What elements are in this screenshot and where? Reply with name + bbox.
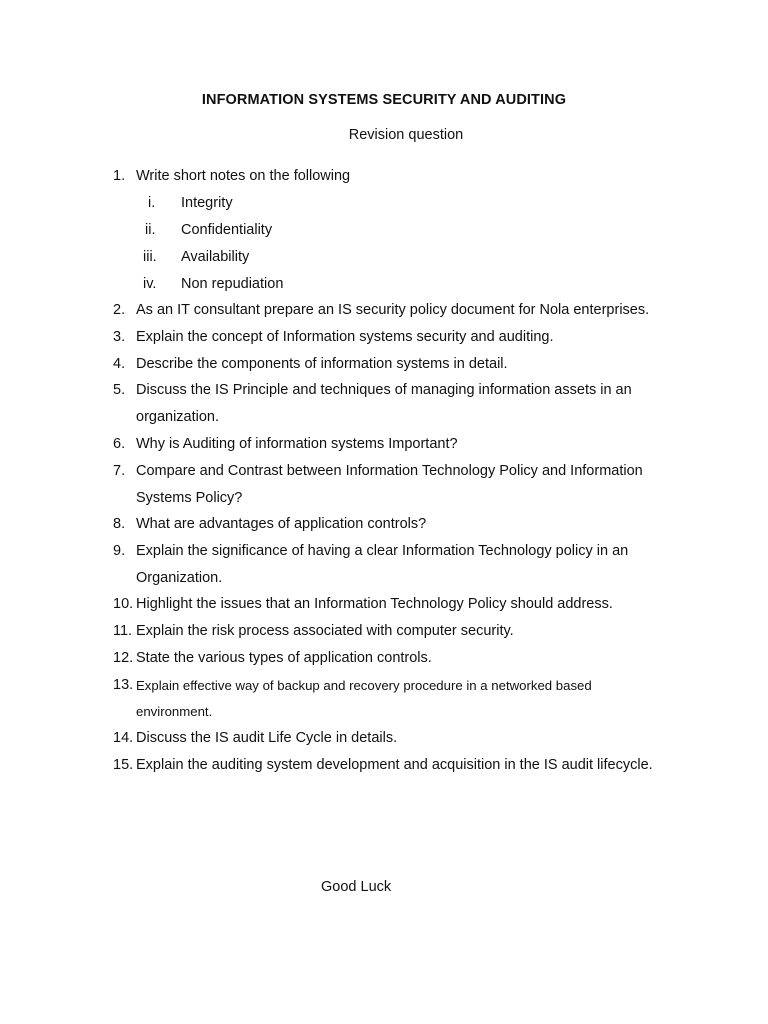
item-text: Why is Auditing of information systems Important? [136, 436, 458, 452]
subitem-number: ii. [145, 222, 156, 238]
item-number: 8. [113, 516, 126, 532]
item-number: 4. [113, 356, 126, 372]
document-subtitle: Revision question [348, 127, 464, 143]
item-text-continuation: Organization. [136, 570, 223, 586]
item-number: 1. [113, 168, 126, 184]
item-number: 5. [113, 382, 126, 398]
item-text: Write short notes on the following [136, 168, 351, 184]
subitem-text: Non repudiation [181, 276, 284, 292]
item-text: Discuss the IS Principle and techniques of managing information assets in an [136, 382, 632, 398]
item-number: 9. [113, 543, 126, 559]
subitem-number: iv. [143, 276, 157, 292]
subitem-text: Integrity [181, 195, 233, 211]
item-text: Compare and Contrast between Information Technology Policy and Information [136, 463, 643, 479]
item-number: 7. [113, 463, 126, 479]
item-text: Explain the significance of having a clear Information Technology policy in an [136, 543, 629, 559]
item-number: 10. [113, 596, 134, 612]
subitem-number: iii. [143, 249, 157, 265]
item-text: Explain effective way of backup and recovery procedure in a networked based [136, 678, 592, 693]
item-number: 3. [113, 329, 126, 345]
subitem-text: Confidentiality [181, 222, 273, 238]
item-text-continuation: Systems Policy? [136, 490, 243, 506]
item-text: As an IT consultant prepare an IS security policy document for Nola enterprises. [136, 302, 650, 318]
item-number: 14. [113, 730, 134, 746]
item-text-continuation: environment. [136, 704, 213, 719]
item-text: Explain the risk process associated with computer security. [136, 623, 514, 639]
item-number: 2. [113, 302, 126, 318]
item-text: What are advantages of application controls? [136, 516, 427, 532]
subitem-number: i. [148, 195, 156, 211]
document-title: INFORMATION SYSTEMS SECURITY AND AUDITING [201, 92, 567, 108]
item-number: 6. [113, 436, 126, 452]
subitem-text: Availability [181, 249, 250, 265]
item-number: 15. [113, 757, 134, 773]
item-number: 11. [113, 623, 133, 639]
item-text: Explain the concept of Information systems security and auditing. [136, 329, 554, 345]
item-number: 13. [113, 677, 134, 693]
item-number: 12. [113, 650, 134, 666]
item-text: Highlight the issues that an Information Technology Policy should address. [136, 596, 613, 612]
item-text: Describe the components of information systems in detail. [136, 356, 508, 372]
closing-text: Good Luck [321, 879, 392, 895]
item-text-continuation: organization. [136, 409, 220, 425]
item-text: Explain the auditing system development and acquisition in the IS audit lifecycle. [136, 757, 653, 773]
item-text: State the various types of application controls. [136, 650, 432, 666]
item-text: Discuss the IS audit Life Cycle in details. [136, 730, 398, 746]
